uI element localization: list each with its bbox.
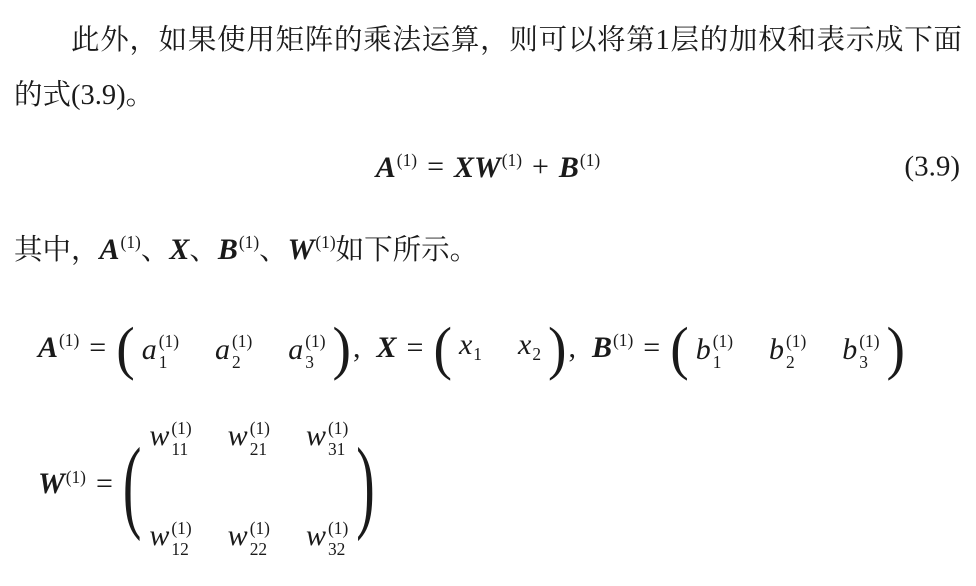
symbol-X: [169, 233, 189, 266]
right-paren: ): [356, 428, 375, 544]
var-X: X: [169, 232, 190, 266]
separator: 、: [259, 234, 288, 266]
var-X: X: [376, 330, 397, 364]
matrix-B: [670, 314, 905, 386]
equation-number: (3.9): [904, 150, 960, 183]
display-equation: [0, 143, 976, 191]
symbol-A: [100, 233, 141, 266]
var-W: W: [287, 232, 315, 266]
equals-sign: =: [643, 330, 661, 364]
right-paren: ): [332, 317, 352, 382]
symbol-W: [288, 233, 336, 266]
matrix-entry: w (1) 12: [149, 518, 192, 559]
left-paren: (: [433, 317, 452, 382]
superscript-A: (1): [396, 149, 418, 170]
right-paren: ): [548, 317, 567, 382]
paragraph-where: [0, 215, 976, 278]
matrix-entry: b (1) 2: [768, 331, 807, 372]
var-A: A: [99, 232, 120, 266]
var-A: A: [38, 330, 59, 364]
where-prefix: 其中，: [14, 234, 100, 266]
matrix-entry: w (1) 21: [227, 418, 270, 459]
matrix-W: [123, 386, 375, 586]
separator: 、: [189, 234, 218, 266]
matrix-entry: w (1) 11: [149, 418, 192, 459]
matrix-line-2: [38, 386, 976, 586]
where-suffix: 如下所示。: [335, 234, 479, 266]
comma: ,: [353, 330, 361, 364]
matrix-entry: $x_1$: [458, 327, 482, 365]
left-paren: (: [122, 428, 142, 544]
paragraph-intro: 此外，如果使用矩阵的乘法运算，则可以将第1层的加权和表示成下面的式(3.9)。: [14, 25, 962, 111]
separator: 、: [140, 234, 170, 266]
var-A: A: [375, 150, 396, 184]
equals-sign: =: [406, 330, 424, 364]
matrix-entry: w (1) 22: [227, 518, 270, 559]
var-W: W: [38, 467, 65, 501]
matrix-A: [116, 314, 351, 386]
superscript-A: (1): [120, 232, 141, 252]
matrix-entry: $x_2$: [517, 327, 542, 365]
equals-sign: =: [89, 330, 107, 364]
plus-sign: +: [531, 150, 549, 184]
superscript-W: (1): [315, 232, 336, 252]
var-X: X: [454, 150, 475, 184]
symbol-B: [218, 233, 259, 266]
left-paren: (: [670, 317, 689, 382]
comma: ,: [568, 330, 576, 364]
var-B: B: [217, 232, 238, 266]
matrix-X: [433, 309, 566, 391]
matrix-entry: w (1) 32: [305, 518, 349, 559]
matrix-entry: a (1) 2: [214, 331, 253, 372]
superscript-W: (1): [65, 466, 86, 487]
equation-body: [376, 150, 600, 185]
right-paren: ): [886, 317, 906, 382]
superscript-B: (1): [238, 232, 260, 252]
superscript-B: (1): [579, 149, 601, 170]
matrix-entry: a (1) 3: [288, 331, 326, 372]
superscript-A: (1): [59, 329, 80, 350]
matrix-definitions: [0, 304, 976, 586]
matrix-entry: b (1) 1: [695, 331, 733, 372]
matrix-line-1: [38, 304, 976, 391]
matrix-entry: a (1) 1: [141, 331, 179, 372]
matrix-entry: b (1) 3: [842, 331, 880, 372]
superscript-W: (1): [501, 149, 522, 170]
var-B: B: [592, 330, 613, 364]
left-paren: (: [116, 317, 135, 382]
superscript-B: (1): [613, 329, 634, 350]
equals-sign: =: [95, 467, 113, 501]
equals-sign: =: [427, 150, 444, 184]
var-W: W: [474, 150, 501, 184]
var-B: B: [558, 150, 579, 184]
matrix-entry: w (1) 31: [305, 418, 349, 459]
